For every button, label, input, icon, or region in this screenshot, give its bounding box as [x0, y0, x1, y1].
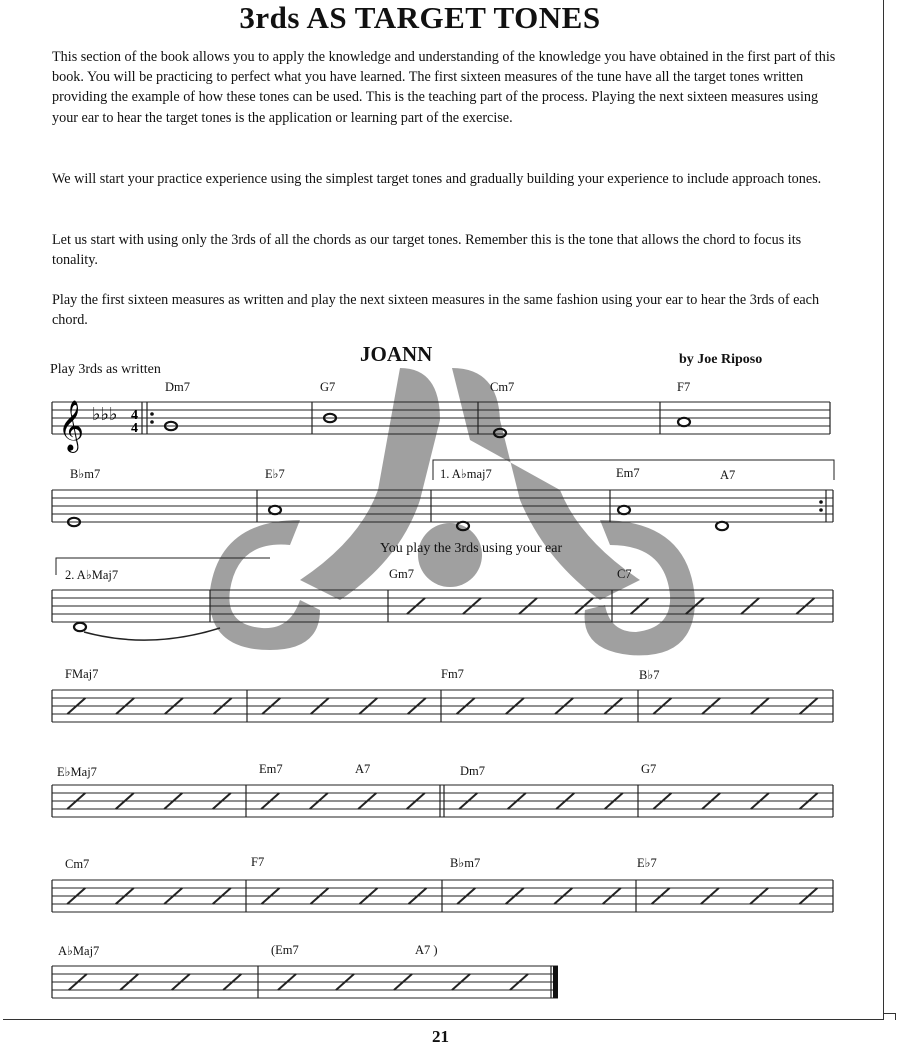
chord-symbol: A♭Maj7 [58, 944, 100, 958]
chord-symbol: G7 [320, 380, 336, 394]
chord-symbol: Dm7 [460, 764, 485, 778]
chord-symbol: FMaj7 [65, 667, 99, 681]
repeat-dot [819, 500, 823, 504]
chord-symbol: Em7 [259, 762, 283, 776]
repeat-dot [819, 508, 823, 512]
chord-symbol: A7 ) [415, 943, 438, 957]
final-barline [553, 966, 558, 998]
chord-symbol: 1. A♭maj7 [440, 467, 492, 481]
note-head [269, 506, 281, 514]
chord-symbol: A7 [720, 468, 736, 482]
ear-instruction: You play the 3rds using your ear [380, 541, 563, 556]
tie-curve [84, 628, 220, 640]
chord-symbol: Cm7 [65, 857, 90, 871]
note-head [716, 522, 728, 530]
chord-symbol: Fm7 [441, 667, 464, 681]
composer: by Joe Riposo [679, 352, 763, 367]
repeat-dot [150, 412, 154, 416]
key-signature: ♭♭♭ [92, 404, 118, 425]
note-head [678, 418, 690, 426]
tune-title: JOANN [360, 342, 433, 366]
chord-symbol: Dm7 [165, 380, 190, 394]
note-head [74, 623, 86, 631]
chord-symbol: B♭7 [639, 668, 660, 682]
treble-clef-icon: 𝄞 [58, 400, 85, 451]
time-signature: 4 [131, 421, 138, 436]
chord-symbol: F7 [677, 380, 691, 394]
chord-symbol: (Em7 [271, 943, 299, 957]
play-paragraph: Play the first sixteen measures as written and play the next sixteen measures in the same fashion using your ear to hear the 3rds of each chord. [52, 292, 820, 329]
page-title: 3rds AS TARGET TONES [239, 0, 601, 35]
chord-symbol: F7 [251, 855, 265, 869]
chord-symbol: Gm7 [389, 567, 414, 581]
chord-symbol: E♭7 [265, 467, 285, 481]
chord-symbol: C7 [617, 567, 632, 581]
chord-symbol: B♭m7 [70, 467, 101, 481]
chord-symbol: Cm7 [490, 380, 515, 394]
chord-symbol: B♭m7 [450, 856, 481, 870]
note-head [494, 429, 506, 437]
chord-symbol: 2. A♭Maj7 [65, 568, 119, 582]
chord-symbol: G7 [641, 762, 657, 776]
chord-symbol: E♭7 [637, 856, 657, 870]
chord-symbol: E♭Maj7 [57, 765, 97, 779]
time-signature: 4 [131, 408, 138, 423]
repeat-dot [150, 420, 154, 424]
note-head [618, 506, 630, 514]
note-head [457, 522, 469, 530]
intro-paragraph: This section of the book allows you to apply the knowledge and understanding of the knowledge you have obtained in the first part of this book. You will be practicing to perfect what you have learned. The first sixteen measures of the tune have all the target tones written providing the example of how these tones can be used. This is the teaching part of the process. Playing the next sixteen measures using your ear to hear the target tones is the application or learning part of the exercise. [52, 49, 836, 126]
practice-paragraph: We will start your practice experience using the simplest target tones and gradually building your experience to include approach tones. [52, 171, 822, 187]
chord-symbol: A7 [355, 762, 371, 776]
instruction-label: Play 3rds as written [50, 362, 161, 377]
chord-symbol: Em7 [616, 466, 640, 480]
thirds-paragraph: Let us start with using only the 3rds of all the chords as our target tones. Remember this is the tone that allows the chord to focus its tonality. [52, 232, 802, 269]
page-number: 21 [432, 1027, 449, 1046]
